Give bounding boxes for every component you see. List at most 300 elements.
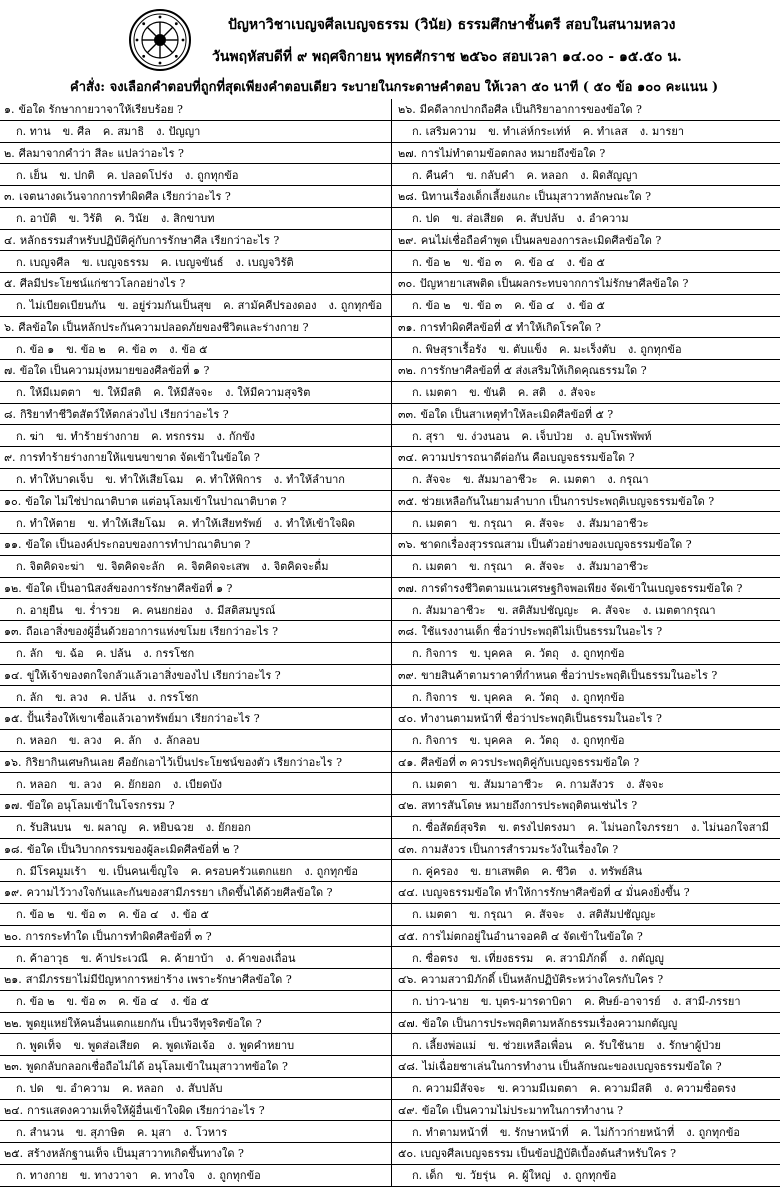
question-item xyxy=(0,1143,391,1187)
answer-option: ค. พูดเพ้อเจ้อ xyxy=(151,1038,215,1052)
question-text: ขายสินค้าตามราคาที่กำหนด ชื่อว่าประพฤติเป็นธรรมในอะไร ? xyxy=(421,668,718,682)
answer-option: ข. ร่ำรวย xyxy=(74,603,120,617)
answer-option: ข. บุตร-มารดาบิดา xyxy=(480,995,573,1008)
question-item xyxy=(392,1143,780,1187)
question-text-row xyxy=(0,360,391,382)
question-item xyxy=(392,795,780,839)
question-number: ๑๕. xyxy=(4,712,23,726)
question-text: ข้อใด เป็นวิบากกรรมของผู้ละเมิดศีลข้อที่ ๒ ? xyxy=(26,842,240,856)
answer-option: ข. เบญจธรรม xyxy=(81,255,149,269)
answer-option: ค. ไม่ก้าวก่ายหน้าที่ xyxy=(580,1125,675,1139)
question-number: ๑๘. xyxy=(4,842,23,856)
question-text-row xyxy=(392,752,780,774)
question-number: ๒. xyxy=(4,146,15,160)
answer-option: ง. สิกขาบท xyxy=(160,212,215,225)
answer-option: ก. อายุยืน xyxy=(16,603,63,617)
answer-option: ข. ส่อเสียด xyxy=(451,212,504,225)
answer-option: ข. ข้อ ๓ xyxy=(462,255,503,269)
question-item xyxy=(0,491,391,535)
answer-option: ข. กรุณา xyxy=(469,908,513,921)
question-text-row xyxy=(392,404,780,426)
question-text-row xyxy=(392,795,780,817)
answer-option: ค. วัตถุ xyxy=(524,647,559,660)
question-text-row xyxy=(0,230,391,252)
answer-option: ข. ทำเล่ห์กระเท่ห์ xyxy=(488,125,571,138)
answer-option: ข. ทางวาจา xyxy=(79,1169,139,1182)
exam-instructions: คำสั่ง: จงเลือกคำตอบที่ถูกที่สุดเพียงคำตอบเดียว ระบายในกระดาษคำตอบ ให้เวลา ๕๐ นาที ( ๕๐ ข้อ ๑๐๐ คะแนน ) xyxy=(70,80,719,95)
answer-option: ค. มะเร็งตับ xyxy=(559,342,616,356)
question-text-row xyxy=(0,839,391,861)
answer-option: ข. ปกติ xyxy=(59,168,95,182)
question-item xyxy=(0,578,391,622)
answer-option: ค. เบญจขันธ์ xyxy=(160,255,224,269)
question-number: ๑๗. xyxy=(4,799,23,813)
question-number: ๓๐. xyxy=(398,277,416,291)
question-number: ๒๒. xyxy=(4,1016,22,1030)
question-text-row xyxy=(0,317,391,339)
question-item xyxy=(0,404,391,448)
question-number: ๒๕. xyxy=(4,1147,24,1161)
question-item xyxy=(392,1056,780,1100)
question-number: ๑๓. xyxy=(4,625,22,639)
answer-option: ก. เมตตา xyxy=(412,908,458,921)
answer-options-row xyxy=(392,991,780,1013)
question-number: ๒๖. xyxy=(398,103,416,117)
question-item xyxy=(392,99,780,143)
answer-option: ง. ทำให้เข้าใจผิด xyxy=(273,516,356,530)
question-text-row xyxy=(392,273,780,295)
answer-option: ค. กามสังวร xyxy=(555,777,614,791)
answer-option: ข. ข้อ ๓ xyxy=(462,299,503,312)
question-text: การไม่ทำตามข้อตกลง หมายถึงข้อใด ? xyxy=(421,146,606,160)
question-text-row xyxy=(0,1013,391,1035)
answer-option: ง. สัมมาอาชีวะ xyxy=(576,516,649,530)
question-column-right xyxy=(392,99,780,1187)
answer-option: ข. สุภาษิต xyxy=(75,1125,125,1139)
question-text-row xyxy=(392,99,780,121)
question-number: ๒๓. xyxy=(4,1060,23,1074)
question-text-row xyxy=(0,447,391,469)
question-item xyxy=(0,839,391,883)
answer-options-row xyxy=(392,1165,780,1187)
question-number: ๒๐. xyxy=(4,929,22,943)
answer-option: ง. เบียดบัง xyxy=(172,777,222,791)
question-item xyxy=(0,752,391,796)
question-item xyxy=(392,447,780,491)
question-text: เบญจธรรมข้อใด ทำให้การรักษาศีลข้อที่ ๔ มั่นคงยิ่งขึ้น ? xyxy=(422,886,690,900)
answer-option: ค. ข้อ ๔ xyxy=(514,255,555,269)
answer-option: ค. สัจจะ xyxy=(590,603,631,617)
answer-option: ค. ทรกรรม xyxy=(151,429,205,443)
question-column-left xyxy=(0,99,392,1187)
answer-option: ข. อยู่ร่วมกันเป็นสุข xyxy=(117,299,212,312)
answer-option: ง. ถูกทุกข้อ xyxy=(304,864,359,878)
question-number: ๑๐. xyxy=(4,494,22,508)
answer-option: ข. วัยรุ่น xyxy=(455,1169,496,1182)
question-item xyxy=(0,969,391,1013)
answer-option: ก. ทาน xyxy=(16,125,51,138)
answer-options-row xyxy=(392,556,780,578)
question-text-row xyxy=(392,360,780,382)
answer-options-row xyxy=(392,686,780,708)
answer-option: ค. ความมีสติ xyxy=(589,1082,653,1095)
question-text: การดำรงชีวิตตามแนวเศรษฐกิจพอเพียง จัดเข้าในเบญจธรรมข้อใด ? xyxy=(421,581,743,595)
question-item xyxy=(0,230,391,274)
answer-option: ก. คู่ครอง xyxy=(412,864,459,878)
answer-option: ค. วัตถุ xyxy=(524,690,559,704)
answer-option: ง. ลักลอบ xyxy=(153,734,200,747)
question-item xyxy=(392,926,780,970)
question-number: ๓๕. xyxy=(398,494,418,508)
answer-option: ง. พูดคำหยาบ xyxy=(227,1038,295,1052)
question-text-row xyxy=(0,1100,391,1122)
answer-options-row xyxy=(0,817,391,839)
answer-option: ง. กักขัง xyxy=(216,429,256,443)
question-number: ๔๖. xyxy=(398,973,417,987)
answer-option: ค. ศิษย์-อาจารย์ xyxy=(584,995,661,1008)
question-item xyxy=(392,969,780,1013)
question-item xyxy=(392,360,780,404)
answer-option: ค. เมตตา xyxy=(549,473,596,486)
question-item xyxy=(0,99,391,143)
question-text-row xyxy=(392,882,780,904)
answer-option: ข. ลวง xyxy=(55,690,88,704)
question-number: ๓๗. xyxy=(398,581,418,595)
answer-options-row xyxy=(0,164,391,186)
question-text-row xyxy=(392,186,780,208)
question-text: ข้อใด อนุโลมเข้าในโจรกรรม ? xyxy=(26,799,175,813)
answer-options-row xyxy=(392,599,780,621)
question-item xyxy=(0,186,391,230)
answer-option: ก. ข้อ ๒ xyxy=(412,299,451,312)
answer-option: ก. ซื่อตรง xyxy=(412,951,459,965)
question-text-row xyxy=(0,143,391,165)
answer-option: ข. บุคคล xyxy=(469,647,513,660)
answer-options-row xyxy=(0,991,391,1013)
answer-option: ง. มารยา xyxy=(639,125,685,138)
question-item xyxy=(392,143,780,187)
answer-option: ค. สมาธิ xyxy=(102,125,145,138)
answer-option: ข. ง่วงนอน xyxy=(456,429,510,443)
question-text: ถือเอาสิ่งของผู้อื่นด้วยอาการแห่งขโมย เรียกว่าอะไร ? xyxy=(26,625,279,639)
answer-option: ค. สวามิภักดิ์ xyxy=(545,951,608,965)
answer-option: ง. ปัญญา xyxy=(156,125,201,138)
question-number: ๑๔. xyxy=(4,668,23,682)
question-text-row xyxy=(0,665,391,687)
answer-option: ก. หลอก xyxy=(16,777,57,791)
question-text: หลักธรรมสำหรับปฏิบัติคู่กับการรักษาศีล เรียกว่าอะไร ? xyxy=(19,233,280,247)
question-text: ทำงานตามหน้าที่ ชื่อว่าประพฤติเป็นธรรมในอะไร ? xyxy=(420,712,662,726)
question-text-row xyxy=(0,273,391,295)
answer-options-row xyxy=(392,469,780,491)
answer-options-row xyxy=(392,338,780,360)
question-number: ๗. xyxy=(4,364,16,378)
answer-option: ข. ความมีเมตตา xyxy=(497,1082,578,1095)
answer-option: ง. ถูกทุกข้อ xyxy=(686,1125,740,1139)
question-text: ข้อใด รักษากายวาจาให้เรียบร้อย ? xyxy=(18,103,183,117)
question-text-row xyxy=(392,708,780,730)
question-item xyxy=(392,1013,780,1057)
answer-option: ข. รักษาหน้าที่ xyxy=(499,1125,569,1139)
answer-option: ก. ทางกาย xyxy=(16,1169,68,1182)
answer-option: ก. อาบัติ xyxy=(16,212,57,225)
question-item xyxy=(0,447,391,491)
question-number: ๒๑. xyxy=(4,973,22,987)
answer-option: ง. สามี-ภรรยา xyxy=(672,995,741,1008)
answer-option: ก. เมตตา xyxy=(412,560,458,573)
answer-option: ข. อำความ xyxy=(55,1082,111,1095)
answer-option: ค. ยักยอก xyxy=(113,777,161,791)
question-number: ๑๑. xyxy=(4,538,22,552)
answer-options-row xyxy=(0,1165,391,1187)
question-number: ๓๒. xyxy=(398,364,417,378)
answer-option: ค. รับใช้นาย xyxy=(584,1038,645,1052)
question-text-row xyxy=(0,491,391,513)
answer-option: ข. ศีล xyxy=(62,125,91,138)
answer-option: ก. เบญจศีล xyxy=(16,255,70,269)
question-number: ๔๐. xyxy=(398,712,417,726)
answer-options-row xyxy=(0,904,391,926)
question-item xyxy=(392,1100,780,1144)
question-item xyxy=(0,621,391,665)
answer-options-row xyxy=(392,512,780,534)
answer-options-row xyxy=(392,947,780,969)
answer-option: ข. ข้อ ๒ xyxy=(66,342,106,356)
question-text-row xyxy=(0,795,391,817)
question-text-row xyxy=(392,491,780,513)
answer-option: ก. เย็น xyxy=(16,168,48,182)
answer-option: ข. สติสัมปชัญญะ xyxy=(497,603,579,617)
answer-option: ง. ข้อ ๕ xyxy=(169,342,208,356)
question-text-row xyxy=(0,882,391,904)
question-text-row xyxy=(392,1100,780,1122)
question-item xyxy=(0,317,391,361)
answer-option: ง. กตัญญู xyxy=(619,951,664,965)
answer-option: ง. ถูกทุกข้อ xyxy=(570,690,625,704)
question-text: ความปรารถนาดีต่อกัน คือเบญจธรรมข้อใด ? xyxy=(421,451,635,465)
answer-options-row xyxy=(392,860,780,882)
question-number: ๕๐. xyxy=(398,1147,417,1161)
question-text-row xyxy=(0,404,391,426)
answer-options-row xyxy=(0,860,391,882)
question-number: ๔๓. xyxy=(398,842,418,856)
question-number: ๓๖. xyxy=(398,538,416,552)
answer-option: ก. สุรา xyxy=(412,429,445,443)
answer-option: ข. ช่วยเหลือเพื่อน xyxy=(488,1038,573,1052)
answer-option: ค. สัจจะ xyxy=(524,516,565,530)
question-item xyxy=(0,926,391,970)
question-number: ๔. xyxy=(4,233,16,247)
question-item xyxy=(0,665,391,709)
question-item xyxy=(0,1100,391,1144)
question-item xyxy=(0,360,391,404)
answer-option: ข. วิรัติ xyxy=(68,212,103,225)
question-text: ช่วยเหลือกันในยามลำบาก เป็นการประพฤติเบญจธรรมข้อใด ? xyxy=(421,494,715,508)
answer-option: ง. ถูกทุกข้อ xyxy=(627,342,682,356)
question-number: ๑๙. xyxy=(4,886,23,900)
question-text-row xyxy=(392,534,780,556)
question-text: มีคดีลากปากถือศีล เป็นกิริยาอาการของข้อใด ? xyxy=(419,103,642,117)
question-text-row xyxy=(0,534,391,556)
question-text: คนไม่เชื่อถือคำพูด เป็นผลของการละเมิดศีลข้อใด ? xyxy=(420,233,662,247)
answer-option: ง. กรุณา xyxy=(607,473,649,486)
exam-header xyxy=(0,0,780,98)
answer-option: ก. ฆ่า xyxy=(16,429,44,443)
question-number: ๔๑. xyxy=(398,755,417,769)
answer-option: ค. ทำเลส xyxy=(582,125,628,138)
question-text: ศีลมาจากคำว่า สีละ แปลว่าอะไร ? xyxy=(18,146,184,160)
answer-options-row xyxy=(0,947,391,969)
answer-options-row xyxy=(0,773,391,795)
answer-option: ค. ปลอดโปร่ง xyxy=(106,168,173,182)
answer-option: ง. ค้าของเถื่อน xyxy=(225,951,296,965)
answer-option: ง. สัมมาอาชีวะ xyxy=(576,560,649,573)
question-text: ข้อใด เป็นองค์ประกอบของการทำปาณาติบาต ? xyxy=(25,538,251,552)
question-text: การรักษาศีลข้อที่ ๕ ส่งเสริมให้เกิดคุณธรรมใด ? xyxy=(420,364,647,378)
answer-option: ก. รับสินบน xyxy=(16,821,72,834)
answer-option: ง. ถูกทุกข้อ xyxy=(570,734,625,747)
answer-option: ก. ค้าอาวุธ xyxy=(16,951,69,965)
answer-option: ง. ถูกทุกข้อ xyxy=(562,1169,617,1182)
answer-option: ง. ทำให้ลำบาก xyxy=(273,473,345,486)
question-item xyxy=(392,708,780,752)
answer-options-row xyxy=(392,730,780,752)
question-text-row xyxy=(0,969,391,991)
question-item xyxy=(0,143,391,187)
question-item xyxy=(0,795,391,839)
answer-option: ข. ลวง xyxy=(68,777,102,791)
answer-option: ก. กิจการ xyxy=(412,734,458,747)
question-item xyxy=(392,752,780,796)
question-text: ศีลข้อที่ ๓ ควรประพฤติคู่กับเบญจธรรมข้อใด ? xyxy=(420,755,640,769)
answer-option: ข. ตรงไปตรงมา xyxy=(498,821,576,834)
question-text: การทำผิดศีลข้อที่ ๕ ทำให้เกิดโรคใด ? xyxy=(420,320,601,334)
answer-options-row xyxy=(0,730,391,752)
answer-option: ข. ทำร้ายร่างกาย xyxy=(56,429,140,443)
question-number: ๔๘. xyxy=(398,1060,419,1074)
answer-option: ก. พิษสุราเรื้อรัง xyxy=(412,342,487,356)
answer-option: ก. ทำให้บาดเจ็บ xyxy=(16,473,94,486)
answer-option: ก. เลี้ยงพ่อแม่ xyxy=(412,1038,477,1052)
question-text-row xyxy=(392,926,780,948)
answer-options-row xyxy=(0,1078,391,1100)
question-item xyxy=(392,578,780,622)
answer-option: ง. สับปลับ xyxy=(175,1082,223,1095)
question-text: ข้อใด เป็นสาเหตุทำให้ละเมิดศีลข้อที่ ๕ ? xyxy=(420,407,614,421)
answer-option: ค. คนยกย่อง xyxy=(132,603,193,617)
answer-option: ค. ไม่นอกใจภรรยา xyxy=(587,821,679,834)
answer-option: ข. ฉ้อ xyxy=(55,647,84,660)
question-text-row xyxy=(0,926,391,948)
answer-option: ค. ปล้น xyxy=(95,647,132,660)
answer-options-row xyxy=(0,1034,391,1056)
answer-option: ก. ข้อ ๑ xyxy=(16,342,55,356)
question-number: ๕. xyxy=(4,277,16,291)
answer-options-row xyxy=(392,295,780,317)
answer-option: ง. กรรโชก xyxy=(143,647,195,660)
question-text: กามสังวร เป็นการสำรวมระวังในเรื่องใด ? xyxy=(421,842,619,856)
answer-option: ง. ถูกทุกข้อ xyxy=(328,299,383,312)
answer-options-row xyxy=(392,1078,780,1100)
answer-option: ข. กลับคำ xyxy=(466,168,515,182)
question-text-row xyxy=(392,578,780,600)
question-item xyxy=(392,621,780,665)
answer-option: ก. ทำตามหน้าที่ xyxy=(412,1125,488,1139)
question-number: ๑๖. xyxy=(4,755,22,769)
question-number: ๓๑. xyxy=(398,320,416,334)
answer-option: ก. ข้อ ๒ xyxy=(412,255,451,269)
answer-option: ง. จิตคิดจะดื่ม xyxy=(261,560,329,573)
question-item xyxy=(0,1013,391,1057)
question-text: พูดยุแหย่ให้คนอื่นแตกแยกกัน เป็นวจีทุจริตข้อใด ? xyxy=(26,1016,262,1030)
question-number: ๙. xyxy=(4,451,16,465)
answer-option: ข. สัมมาอาชีวะ xyxy=(463,473,538,486)
question-text: การกระทำใด เป็นการทำผิดศีลข้อที่ ๓ ? xyxy=(25,929,212,943)
question-number: ๒๗. xyxy=(398,146,418,160)
answer-option: ค. ชีวิต xyxy=(541,864,577,878)
question-text-row xyxy=(392,230,780,252)
answer-option: ข. สัมมาอาชีวะ xyxy=(469,777,544,791)
answer-option: ข. จิตคิดจะลัก xyxy=(96,560,165,573)
question-item xyxy=(392,273,780,317)
answer-options-row xyxy=(0,382,391,404)
answer-option: ก. กิจการ xyxy=(412,690,458,704)
answer-option: ง. มีสติสมบูรณ์ xyxy=(204,603,276,617)
question-text: เบญจศีลเบญจธรรม เป็นข้อปฏิบัติเบื้องต้นสำหรับใคร ? xyxy=(420,1147,676,1161)
question-text: การแสดงความเท็จให้ผู้อื่นเข้าใจผิด เรียกว่าอะไร ? xyxy=(27,1103,265,1117)
answer-option: ง. สติสัมปชัญญะ xyxy=(576,908,656,921)
sanam-luang-seal-icon xyxy=(128,8,192,72)
answer-options-row xyxy=(0,338,391,360)
answer-option: ง. ยักยอก xyxy=(205,821,251,834)
answer-option: ข. ข้อ ๓ xyxy=(66,995,107,1008)
answer-option: ก. มีโรคมูมเร้า xyxy=(16,864,87,878)
answer-option: ง. ให้มีความสุจริต xyxy=(225,386,311,399)
answer-option: ก. กิจการ xyxy=(412,647,458,660)
answer-option: ข. กรุณา xyxy=(469,560,513,573)
answer-options-row xyxy=(392,817,780,839)
answer-option: ข. กรุณา xyxy=(469,516,513,530)
answer-options-row xyxy=(392,1121,780,1143)
answer-option: ข. ทำให้เสียโฉม xyxy=(87,516,166,530)
answer-option: ก. ทำให้ตาย xyxy=(16,516,76,530)
answer-option: ก. ข้อ ๒ xyxy=(16,995,55,1008)
answer-option: ค. ลัก xyxy=(113,734,142,747)
answer-options-row xyxy=(0,295,391,317)
question-text-row xyxy=(392,447,780,469)
answer-option: ค. เจ็บป่วย xyxy=(521,429,573,443)
question-number: ๓๙. xyxy=(398,668,418,682)
answer-option: ข. ยาเสพติด xyxy=(470,864,530,878)
question-number: ๓๘. xyxy=(398,625,418,639)
question-item xyxy=(0,882,391,926)
answer-option: ค. สติ xyxy=(517,386,547,399)
question-item xyxy=(392,230,780,274)
answer-option: ค. หลอก xyxy=(526,168,569,182)
answer-option: ง. อุบโพรพัพท์ xyxy=(584,429,652,443)
answer-options-row xyxy=(0,686,391,708)
answer-option: ง. ข้อ ๕ xyxy=(170,908,209,921)
answer-options-row xyxy=(0,599,391,621)
answer-option: ก. สัจจะ xyxy=(412,473,452,486)
question-text-row xyxy=(0,752,391,774)
answer-option: ง. สัจจะ xyxy=(626,777,664,791)
answer-option: ค. ทางใจ xyxy=(150,1169,195,1182)
answer-option: ข. พูดส่อเสียด xyxy=(73,1038,140,1052)
question-number: ๒๘. xyxy=(398,190,418,204)
question-text: พูดกลับกลอกเชื่อถือไม่ได้ อนุโลมเข้าในมุสาวาทข้อใด ? xyxy=(26,1060,288,1074)
question-item xyxy=(392,665,780,709)
